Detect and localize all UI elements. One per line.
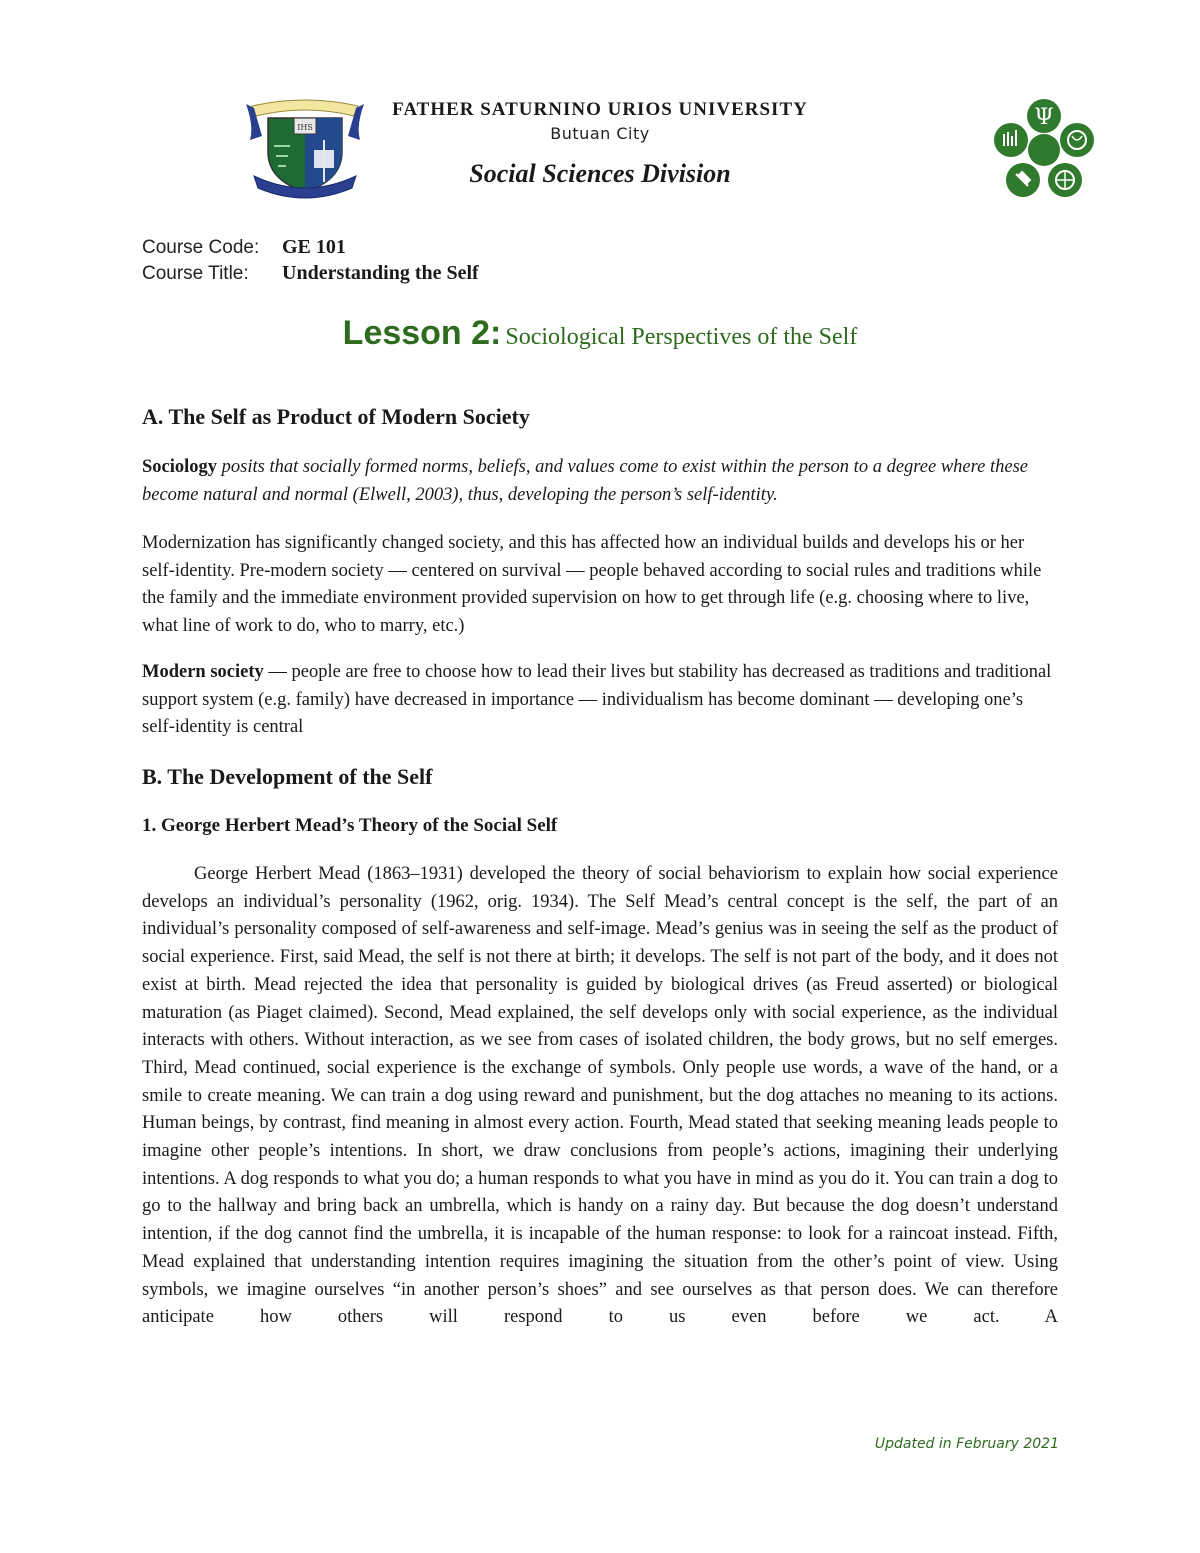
sociology-term: Sociology bbox=[142, 457, 218, 477]
modern-society-paragraph bbox=[142, 659, 1058, 742]
sociology-definition-text: posits that socially formed norms, beliefs, and values come to exist within the person to a degree where these become natural and normal (Elwell, 2003), thus, developing the person’s self-identity. bbox=[142, 457, 1028, 505]
course-code-row bbox=[142, 236, 346, 259]
course-title-row bbox=[142, 262, 479, 285]
lesson-title bbox=[0, 314, 1200, 353]
section-a-heading: A. The Self as Product of Modern Society bbox=[142, 404, 530, 429]
modern-society-text: — people are free to choose how to lead their lives but stability has decreased as traditions and traditional support system (e.g. family) have decreased in importance — individualism has become dominant — developing one’s self-identity is central bbox=[142, 662, 1052, 738]
course-title-label: Course Title: bbox=[142, 263, 249, 284]
mead-subheading: 1. George Herbert Mead’s Theory of the Social Self bbox=[142, 815, 558, 836]
section-b-heading: B. The Development of the Self bbox=[142, 764, 433, 789]
course-code-value: GE 101 bbox=[282, 236, 346, 258]
mead-theory-body: George Herbert Mead (1863–1931) developed the theory of social behaviorism to explain how social experience develops an individual’s personality (1962, orig. 1934). The Self Mead’s central concept is the self, the part of an individual’s personality composed of self-awareness and self-image. Mead’s genius was in seeing the self as the product of social experience. First, said Mead, the self is not there at birth; it develops. The self is not part of the body, and it does not exist at birth. Mead rejected the idea that personality is guided by biological drives (as Freud asserted) or biological maturation (as Piaget claimed). Second, Mead explained, the self develops only with social experience, as the individual interacts with others. Without interaction, as we see from cases of isolated children, the body grows, but no self emerges. Third, Mead continued, social experience is the exchange of symbols. Only people use words, a wave of the hand, or a smile to create meaning. We can train a dog using reward and punishment, but the dog attaches no meaning to its actions. Human beings, by contrast, find meaning in almost every action. Fourth, Mead stated that seeking meaning leads people to imagine other people’s intentions. In short, we draw conclusions from people’s actions, imagining their underlying intentions. A dog responds to what you do; a human responds to what you have in mind as you do it. You can train a dog to go to the hallway and bring back an umbrella, which is handy on a rainy day. But because the dog doesn’t understand intention, if the dog cannot find the umbrella, it is incapable of the human response: to look for a raincoat instead. Fifth, Mead explained that understanding intention requires imagining the situation from the other’s point of view. Using symbols, we imagine ourselves “in another person’s shoes” and see ourselves as that person does. We can therefore anticipate how others will respond to us even before we act. A bbox=[142, 864, 1058, 1328]
lesson-number: Lesson 2: bbox=[342, 314, 502, 352]
division-name: Social Sciences Division bbox=[469, 159, 731, 188]
university-city: Butuan City bbox=[550, 124, 650, 143]
modernization-paragraph: Modernization has significantly changed society, and this has affected how an individual builds and develops his or her self-identity. Pre-modern society — centered on survival — people behaved according to social rules and traditions while the family and the immediate environment provided supervision on how to get through life (e.g. choosing where to live, what line of work to do, who to marry, etc.) bbox=[142, 533, 1042, 637]
updated-footer: Updated in February 2021 bbox=[874, 1436, 1059, 1452]
university-name: FATHER SATURNINO URIOS UNIVERSITY bbox=[392, 99, 808, 120]
svg-text:Ψ: Ψ bbox=[1034, 105, 1054, 130]
svg-text:IHS: IHS bbox=[297, 123, 313, 132]
social-sciences-emblem-icon bbox=[992, 98, 1096, 202]
course-title-value: Understanding the Self bbox=[282, 262, 479, 284]
modern-society-term: Modern society bbox=[142, 662, 264, 682]
lesson-topic: Sociological Perspectives of the Self bbox=[505, 324, 858, 350]
sociology-definition bbox=[142, 454, 1058, 509]
course-code-label: Course Code: bbox=[142, 237, 260, 258]
